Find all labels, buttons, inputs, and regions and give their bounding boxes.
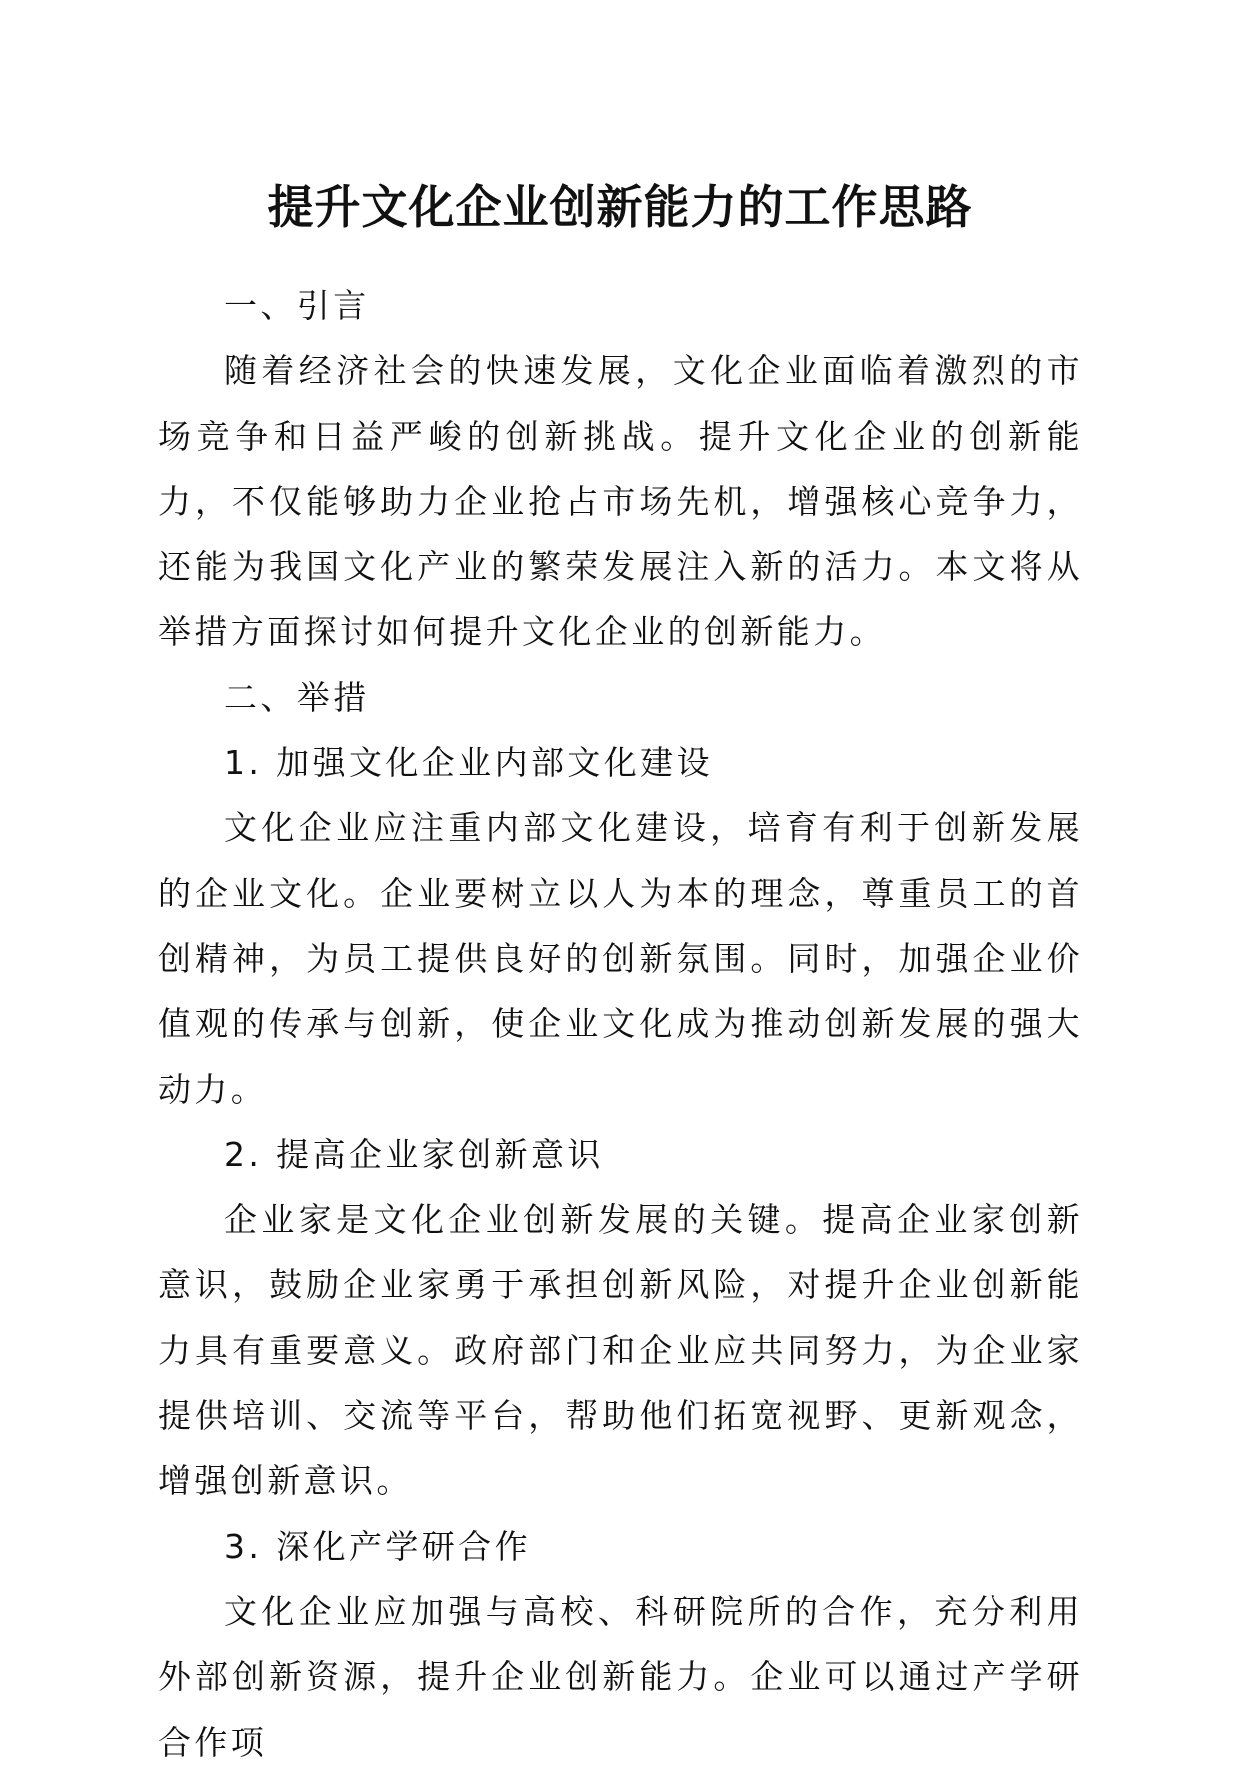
section-heading-introduction: 一、引言 xyxy=(224,286,370,325)
document-body xyxy=(158,273,1083,1775)
subheading-internal-culture: 1. 加强文化企业内部文化建设 xyxy=(224,743,713,783)
paragraph-industry-academia: 文化企业应加强与高校、科研院所的合作，充分利用外部创新资源，提升企业创新能力。企业可以通过产学研合作项 xyxy=(158,1591,1083,1762)
paragraph-entrepreneur-awareness: 企业家是文化企业创新发展的关键。提高企业家创新意识，鼓励企业家勇于承担创新风险，对提升企业创新能力具有重要意义。政府部门和企业应共同努力，为企业家提供培训、交流等平台，帮助他们拓宽视野、更新观念，增强创新意识。 xyxy=(158,1200,1083,1501)
paragraph-internal-culture: 文化企业应注重内部文化建设，培育有利于创新发展的企业文化。企业要树立以人为本的理念，尊重员工的首创精神，为员工提供良好的创新氛围。同时，加强企业价值观的传承与创新，使企业文化成为推动创新发展的强大动力。 xyxy=(158,808,1083,1109)
document-title: 提升文化企业创新能力的工作思路 xyxy=(267,180,973,234)
section-heading-measures: 二、举措 xyxy=(224,677,370,717)
paragraph-introduction: 随着经济社会的快速发展，文化企业面临着激烈的市场竞争和日益严峻的创新挑战。提升文化企业的创新能力，不仅能够助力企业抢占市场先机，增强核心竞争力，还能为我国文化产业的繁荣发展注入新的活力。本文将从举措方面探讨如何提升文化企业的创新能力。 xyxy=(158,351,1083,652)
subheading-entrepreneur-awareness: 2. 提高企业家创新意识 xyxy=(224,1134,604,1174)
subheading-industry-academia: 3. 深化产学研合作 xyxy=(224,1526,531,1566)
